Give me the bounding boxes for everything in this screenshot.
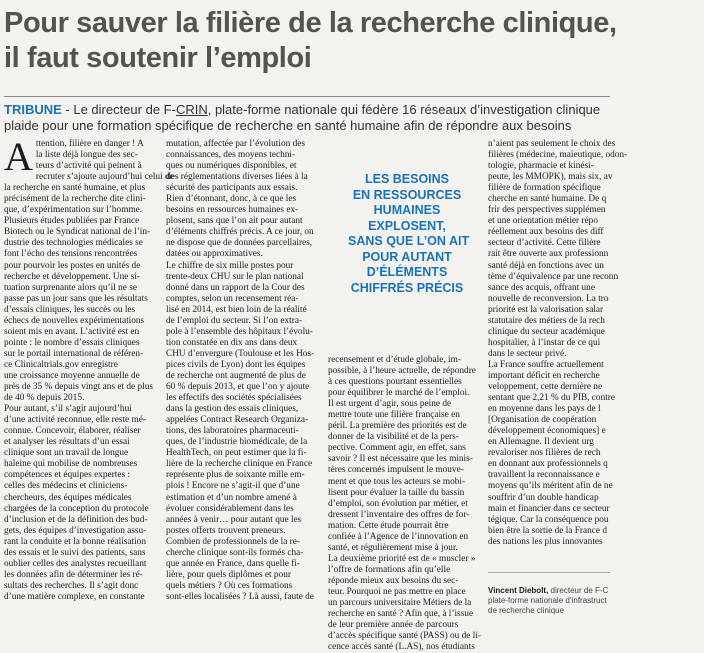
body-line: péril. La première des priorités est de bbox=[328, 421, 467, 432]
body-line: que année en France, dans quelle fi- bbox=[166, 558, 300, 569]
body-line: d’une matière complexe, en constante bbox=[4, 591, 145, 602]
pull-quote bbox=[348, 172, 470, 296]
body-line: pointe : le nombre d’essais cliniques bbox=[4, 337, 140, 348]
body-line: Pour autant, s’il s’agit aujourd’hui bbox=[4, 404, 132, 415]
body-line: des essais et le suivi des patients, sans bbox=[4, 547, 146, 558]
body-line: de recherche ont augmenté de plus de bbox=[166, 370, 306, 381]
pull-quote-line: EN RESSOURCES bbox=[352, 187, 462, 202]
body-line: années à venir… pour autant que les bbox=[166, 514, 302, 525]
body-line: font l’écho des tensions rencontrées bbox=[4, 249, 138, 260]
body-line: filières (médecine, maïeutique, odon- bbox=[488, 150, 628, 161]
body-line: celles des médecins et cliniciens- bbox=[4, 481, 128, 492]
body-line: rant la conduite et la bonne réalisation bbox=[4, 536, 146, 547]
crin-link[interactable]: CRIN bbox=[175, 102, 208, 117]
body-line: bien être la sortie de la France d bbox=[488, 525, 607, 536]
body-line: [Organisation de coopération bbox=[488, 415, 597, 426]
body-line: veloppement, cette dernière ne bbox=[488, 382, 603, 393]
body-line: confiée à l’Agence de l’innovation en bbox=[328, 531, 469, 542]
body-line: d’inclusion et de la définition des bud- bbox=[4, 514, 148, 525]
pull-quote-line: SANS QUE L’ON AIT bbox=[348, 234, 470, 248]
body-line: nouvelle de reconversion. La tro bbox=[488, 293, 609, 304]
body-line: dustrie des technologies médicales se bbox=[4, 238, 143, 249]
body-line: haleine qui mobilise de nombreuses bbox=[4, 459, 138, 470]
body-line: HealthTech, on peut estimer que la fi- bbox=[166, 448, 307, 459]
body-line: santé, et régulièrement mise à jour. bbox=[328, 542, 458, 553]
body-line: teur. Pourquoi ne pas mettre en place bbox=[328, 586, 466, 597]
body-line: compétences et équipes expertes : bbox=[4, 470, 130, 481]
body-line: gets, des équipes d’investigation assu- bbox=[4, 525, 147, 536]
body-line: sentant que 2,21 % du PIB, contre bbox=[488, 393, 616, 404]
body-line: plosent, sans que l’on ait pour autant bbox=[166, 216, 303, 227]
body-line: ttention, filière en danger ! A bbox=[35, 139, 144, 149]
body-line: pective. Comment agir, en effet, sans bbox=[328, 443, 466, 454]
body-line: ce Clinicaltrials.gov enregistre bbox=[4, 359, 118, 370]
body-line: Il est urgent d’agir, sous peine de bbox=[328, 399, 452, 410]
body-line: peute, les MMOPK), mais six, av bbox=[488, 172, 613, 183]
headline-line-1: Pour sauver la filière de la recherche clinique, bbox=[4, 7, 617, 39]
author-name: Vincent Diebolt, bbox=[488, 586, 549, 595]
body-line: dans la gestion des essais cliniques, bbox=[166, 404, 299, 415]
section-tag: TRIBUNE bbox=[4, 102, 62, 117]
body-line: lisé en 2014, est bien loin de la réalité bbox=[166, 304, 307, 315]
pull-quote-line: EXPLOSENT, bbox=[368, 218, 446, 233]
body-line: d’éléments chiffrés précis. A ce jour, on bbox=[166, 227, 314, 238]
headline bbox=[4, 6, 644, 76]
pull-quote-line: POUR AUTANT bbox=[362, 249, 452, 264]
body-line: en Allemagne. Il devient urg bbox=[488, 437, 594, 448]
body-line: soient mis en avant. L’activité est en bbox=[4, 326, 140, 337]
body-line: Le chiffre de six mille postes pour bbox=[166, 260, 294, 271]
body-line: en donnant aux professionnels q bbox=[488, 459, 608, 470]
author-title: directeur de F-C bbox=[548, 586, 609, 595]
body-line: clinique sont un travail de longue bbox=[4, 448, 129, 459]
body-line: que, d’expérimentation sur l’homme. bbox=[4, 205, 143, 216]
body-line: et une orientation métier répo bbox=[488, 216, 598, 227]
body-line: sance des acquis, offrant une bbox=[488, 282, 595, 293]
body-line: passe pas un jour sans que les résultats bbox=[4, 293, 148, 304]
body-line: lière, pour quels diplômes et pour bbox=[166, 569, 291, 580]
body-line: réponde mieux aux besoins du sec- bbox=[328, 575, 459, 586]
body-line: l’offre de formations afin qu’elle bbox=[328, 564, 451, 575]
body-line: estimation et d’un nombre amené à bbox=[166, 492, 297, 503]
body-line: d’accès spécifique santé (PASS) ou de li- bbox=[328, 631, 482, 642]
body-line: plois ! Encore ne s’agit-il que d’une bbox=[166, 481, 300, 492]
body-line: lisent pour évaluer la taille du bassin bbox=[328, 487, 465, 498]
body-line: oublier celles des analystes recueillant bbox=[4, 558, 147, 569]
body-line: cherche en santé humaine. De q bbox=[488, 194, 607, 205]
body-line: tuation surprenante alors qu’il ne se bbox=[4, 282, 137, 293]
pull-quote-line: LES BESOINS bbox=[364, 172, 450, 186]
body-line: tologie, pharmacie et kinési- bbox=[488, 161, 594, 172]
body-line: précisément de la recherche dite clini- bbox=[4, 194, 146, 205]
body-line: tions, des laboratoires pharmaceuti- bbox=[166, 426, 299, 437]
standfirst-line-1 bbox=[4, 102, 704, 118]
body-line: la liste déjà longue des sec- bbox=[35, 150, 138, 161]
body-line: hospitalier, à l’instar de ce qui bbox=[488, 337, 601, 348]
body-line: ment et que tous les acteurs se mobi- bbox=[328, 476, 466, 487]
body-line: La France souffre actuellement bbox=[488, 359, 604, 370]
pull-quote-line: D’ÉLÉMENTS bbox=[366, 265, 448, 279]
body-line: Combien de professionnels de la re- bbox=[166, 536, 300, 547]
body-line: échecs de nouvelles expérimentations bbox=[4, 315, 145, 326]
body-line: connaissances, des moyens techni- bbox=[166, 150, 296, 161]
body-line: ne dispose que de données parcellaires, bbox=[166, 238, 313, 249]
body-line: ques ou numériques disponibles, et bbox=[166, 161, 297, 172]
body-line: un parcours universitaire Métiers de la bbox=[328, 598, 472, 609]
body-line: sultats des recherches. Il s’agit donc bbox=[4, 580, 139, 591]
standfirst-text-a: - Le directeur de F- bbox=[61, 102, 176, 117]
body-line: secteur d’activité. Cette filière bbox=[488, 238, 601, 249]
body-line: sur le portail international de référen- bbox=[4, 348, 144, 359]
body-line: évoluer considérablement dans les bbox=[166, 503, 294, 514]
signature-line-3: de recherche clinique bbox=[488, 606, 565, 615]
body-line: de l’emploi du secteur. Si l’on extra- bbox=[166, 315, 303, 326]
body-line: frir des perspectives supplémen bbox=[488, 205, 606, 216]
standfirst bbox=[4, 102, 704, 134]
body-line: les effectifs des sociétés spécialisées bbox=[166, 393, 302, 404]
body-line: tégique. Car la conséquence pou bbox=[488, 514, 609, 525]
body-line: trente-deux CHU sur le plan national bbox=[166, 271, 304, 282]
divider-rule bbox=[4, 96, 610, 97]
column-3 bbox=[328, 355, 483, 653]
pull-quote-line: CHIFFRÉS PRÉCIS bbox=[350, 280, 464, 295]
body-line: pour pourvoir les postes en unités de bbox=[4, 260, 141, 271]
headline-line-2: il faut soutenir l’emploi bbox=[4, 42, 312, 74]
body-line: chargées de la conception du protocole bbox=[4, 503, 149, 514]
body-line: n’aient pas seulement le choix des bbox=[488, 139, 616, 149]
body-line: statutaire des métiers de la rech bbox=[488, 315, 605, 326]
body-line: important déficit en recherche bbox=[488, 370, 600, 381]
body-line: des nations les plus innovantes bbox=[488, 536, 603, 547]
body-line: moyens qu’ils méritent afin de ne bbox=[488, 481, 613, 492]
standfirst-text-b: , plate-forme nationale qui fédère 16 réseaux d’investigation clinique bbox=[207, 102, 601, 117]
body-line: ques, de l’industrie biomédicale, de la bbox=[166, 437, 308, 448]
body-line: travaillent la reconnaissance e bbox=[488, 470, 600, 481]
body-line: donné dans un rapport de la Cour des bbox=[166, 282, 305, 293]
column-1 bbox=[4, 134, 174, 610]
pull-quote-line: HUMAINES bbox=[373, 203, 441, 217]
body-line: tères concernés impulsent le mouve- bbox=[328, 465, 464, 476]
body-line: recensement et d’étude globale, im- bbox=[328, 355, 461, 365]
body-line: CHU d’envergure (Toulouse et les Hos- bbox=[166, 348, 315, 359]
body-line: d’essais cliniques, les succès ou les bbox=[4, 304, 136, 315]
body-line: tème d’équivalence par une reconn bbox=[488, 271, 619, 282]
body-line: représente plus de soixante mille em- bbox=[166, 470, 305, 481]
body-line: souffrir d’un double handicap bbox=[488, 492, 599, 503]
body-line: besoins en ressources humaines ex- bbox=[166, 205, 299, 216]
body-line: santé déjà en fonctions avec un bbox=[488, 260, 604, 271]
body-line: mettre toute une filière française en bbox=[328, 410, 460, 421]
body-line: comptes, selon un recensement réa- bbox=[166, 293, 299, 304]
body-line: chercheurs, des équipes médicales bbox=[4, 492, 132, 503]
body-line: de leur première année de parcours bbox=[328, 620, 459, 631]
body-line: 60 % depuis 2013, et que l’on y ajoute bbox=[166, 382, 310, 393]
body-line: datées ou approximatives. bbox=[166, 249, 263, 260]
body-line: possible, à l’heure actuelle, de répondre bbox=[328, 366, 476, 377]
body-line: pole à l’ensemble des hôpitaux l’évolu- bbox=[166, 326, 313, 337]
signature-line-1 bbox=[488, 586, 628, 596]
signature-rule bbox=[488, 572, 610, 573]
body-line: Biotech ou le Syndicat national de l’in- bbox=[4, 227, 151, 238]
body-line: mutation, affectée par l’évolution des bbox=[166, 139, 305, 149]
body-line: une croissance moyenne annuelle de bbox=[4, 370, 140, 381]
body-line: cence accès santé (L.AS), nos étudiants bbox=[328, 642, 475, 653]
body-line: rait être ouverte aux professionn bbox=[488, 249, 609, 260]
body-line: en moyenne dans les pays de l bbox=[488, 404, 601, 415]
body-line: et analyser les résultats d’un essai bbox=[4, 437, 130, 448]
body-line: d’une activité reconnue, elle reste mé- bbox=[4, 415, 146, 426]
body-line: la recherche en santé humaine, et plus bbox=[4, 183, 146, 194]
body-line: Plusieurs études publiées par France bbox=[4, 216, 140, 227]
body-line: main et financier dans ce secteur bbox=[488, 503, 610, 514]
body-line: mation. Cette étude pourrait être bbox=[328, 520, 449, 531]
body-line: développement économiques] e bbox=[488, 426, 606, 437]
body-line: clinique du secteur académique bbox=[488, 326, 605, 337]
body-line: dressent l’inventaire des offres de for- bbox=[328, 509, 470, 520]
author-signature bbox=[488, 586, 628, 616]
body-line: recruter s’ajoute aujourd’hui celui de bbox=[35, 172, 174, 183]
body-line: à ces questions pourtant essentielles bbox=[328, 377, 462, 388]
body-line: recherche en santé ? Afin que, à l’issue bbox=[328, 609, 474, 620]
drop-cap: A bbox=[4, 134, 33, 179]
body-line: connue. Concevoir, élaborer, réaliser bbox=[4, 426, 141, 437]
body-line: postes offerts trouvent preneurs. bbox=[166, 525, 286, 536]
body-line: sont-elles localisées ? Là aussi, faute de bbox=[166, 591, 314, 602]
body-line: priorité est la valorisation salar bbox=[488, 304, 604, 315]
body-line: recherche et développement. Une si- bbox=[4, 271, 141, 282]
body-line: lière de la recherche clinique en France bbox=[166, 459, 313, 470]
column-2 bbox=[166, 139, 321, 610]
body-line: cherche clinique sont-ils formés cha- bbox=[166, 547, 304, 558]
body-line: tion constatée en dix ans dans deux bbox=[166, 337, 298, 348]
standfirst-line-2: plaide pour une formation spécifique de recherche en santé humaine afin de répondre aux besoins bbox=[4, 118, 572, 133]
body-line: appelées Contract Research Organiza- bbox=[166, 415, 309, 426]
body-line: filière de formation spécifique bbox=[488, 183, 601, 194]
body-line: La deuxième priorité est de « muscler » bbox=[328, 553, 476, 564]
body-line: pour équilibrer le marché de l’emploi. bbox=[328, 388, 470, 399]
body-line: pices civils de Lyon) dont les équipes bbox=[166, 359, 306, 370]
body-line: des réglementations diverses liées à la bbox=[166, 172, 308, 183]
body-line: réellement aux besoins des diff bbox=[488, 227, 604, 238]
body-line: de 40 % depuis 2015. bbox=[4, 393, 85, 404]
body-line: revaloriser nos filières de rech bbox=[488, 448, 601, 459]
signature-line-2: plate-forme nationale d’infrastruct bbox=[488, 596, 607, 605]
column-4 bbox=[488, 139, 628, 579]
body-line: dans le secteur privé. bbox=[488, 348, 567, 359]
body-line: savoir ? Il est nécessaire que les minis- bbox=[328, 454, 473, 465]
body-line: près de 35 % depuis vingt ans et de plus bbox=[4, 382, 153, 393]
body-line: quels métiers ? Où ces formations bbox=[166, 580, 293, 591]
body-line: sécurité des participants aux essais. bbox=[166, 183, 298, 194]
body-line: teurs d’activité qui peinent à bbox=[35, 161, 142, 172]
body-line: d’emploi, son évolution par métier, et bbox=[328, 498, 468, 509]
body-line: les données afin de déterminer les ré- bbox=[4, 569, 143, 580]
body-line: donner de la visibilité et de la pers- bbox=[328, 432, 459, 443]
body-line: Rien d’étonnant, donc, à ce que les bbox=[166, 194, 297, 205]
